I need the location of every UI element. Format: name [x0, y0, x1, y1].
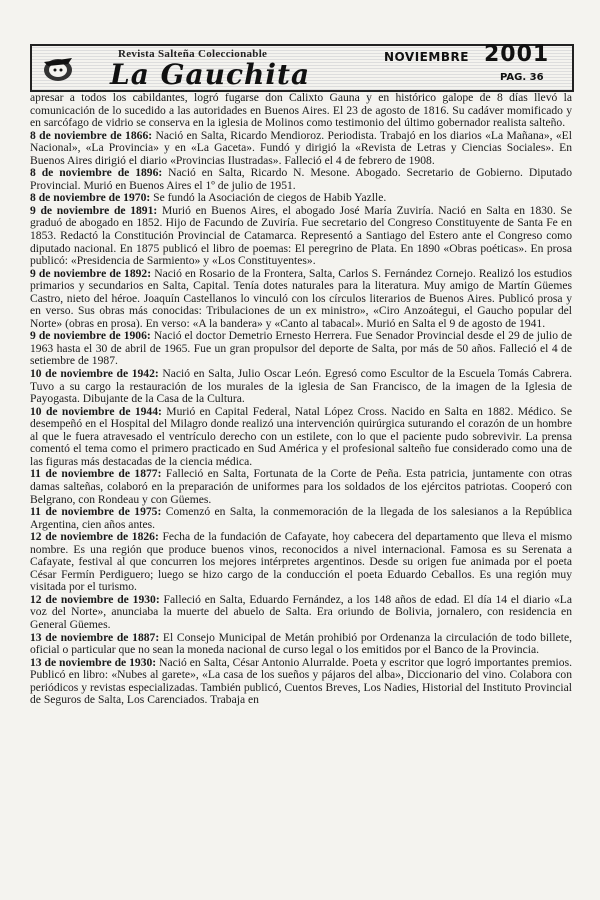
entry-paragraph: [30, 167, 572, 192]
magazine-title: La Gauchita: [110, 58, 311, 91]
entry-text: Se fundó la Asociación de ciegos de Habib Yazlle.: [153, 191, 387, 205]
entry-date: 8 de noviembre de 1970:: [30, 191, 151, 205]
masthead-banner: [30, 44, 574, 92]
entry-date: 9 de noviembre de 1892:: [30, 266, 152, 280]
entry-text: El Consejo Municipal de Metán prohibió por Ordenanza la circulación de todo billete, oficial o particular que no sean la moneda nacional de curso legal o los emitidos por el Banco de la Provincia.: [30, 630, 572, 657]
entry-text: Nació en Salta, Ricardo Mendioroz. Periodista. Trabajó en los diarios «La Mañana», «El Nacional», «La Provincia» y en «La Gaceta». Fundó y dirigió la «Revista de Letras y Ciencias Sociales». En Buenos Aires dirigió el diario «Provincias Ilustradas». Falleció el 4 de febrero de 1908.: [30, 128, 572, 167]
entry-paragraph: [30, 406, 572, 469]
entry-paragraph: [30, 268, 572, 331]
entry-text: Falleció en Salta, Fortunata de la Corte de Peña. Esta patricia, juntamente con otras damas salteñas, colaboró en la preparación de uniformes para los soldados de los ejércitos patriotas. Cooperó con Belgrano, con Rondeau y con Güemes.: [30, 467, 572, 506]
gaucho-logo-icon: [40, 50, 76, 84]
entry-text: Nació en Rosario de la Frontera, Salta, Carlos S. Fernández Cornejo. Realizó los estudios primarios y secundarios en Salta, Capital. Tenía dotes naturales para la literatura. Muy amigo de Martín Güemes Castro, nieto del héroe. Joaquín Castellanos lo vinculó con los círculos literarios de Buenos Aires. Publicó prosa y en verso. Sus obras más conocidas: Tribulaciones de un ex ministro», «Ciro Anzoátegui, el Gaucho popular del Norte» (obras en prosa). En verso: «A la bandera» y «Canto al tabacal». Murió en Salta el 9 de agosto de 1941.: [30, 266, 572, 330]
entry-date: 8 de noviembre de 1866:: [30, 128, 153, 142]
entry-text: Falleció en Salta, Eduardo Fernández, a los 148 años de edad. El día 14 el diario «La voz del Norte», anunciaba la muerte del abuelo de Salta. Era oriundo de Bolivia, jornalero, con residencia en General Güemes.: [30, 592, 572, 631]
entry-text: apresar a todos los cabildantes, logró fugarse don Calixto Gauna y en histórico galope de 8 días llevó la comunicación de lo sucedido a las autoridades en Buenos Aires. El 23 de agosto de 1816. Su cadáver momificado y en sarcófago de vidrio se conserva en la iglesia de Molinos como testimonio del último gobernador realista salteño.: [30, 91, 572, 130]
entry-date: 10 de noviembre de 1942:: [30, 367, 159, 381]
entry-date: 11 de noviembre de 1877:: [30, 467, 162, 481]
page-number: PAG. 36: [500, 72, 544, 83]
entry-date: 8 de noviembre de 1896:: [30, 166, 163, 180]
entry-text: Murió en Buenos Aires, el abogado José María Zuviría. Nació en Salta en 1830. Se graduó de abogado en 1852. Hijo de Facundo de Zuviría. Fue secretario del Congreso Constituyente de Santa Fe en 1853. Redactó la Constitución Provincial de Catamarca. Representó a Santiago del Estero ante el Congreso como diputado nacional. En 1875 publicó el libro de poemas: El peregrino de Plata. En 1890 «Obras poéticas». En prosa publicó: «Presidencia de Sarmiento» y «Los Constituyentes».: [30, 203, 572, 268]
entry-paragraph: [30, 506, 572, 531]
entry-text: Nació en Salta, César Antonio Alurralde. Poeta y escritor que logró importantes premios. Publicó en libro: «Nubes al garete», «La casa de los sueños y pájaros del alba», Diccionario del vino. Colabora con periódicos y revistas especializadas. También publicó, Cuentos Breves, Los Nadies, Historial del Instituto Provincial de Seguros de Salta, Los Carenciados. Trabaja en: [30, 655, 572, 707]
entry-paragraph: [30, 657, 572, 707]
entry-paragraph: [30, 205, 572, 268]
entry-text: Murió en Capital Federal, Natal López Cross. Nacido en Salta en 1882. Médico. Se desempeñó en el Hospital del Milagro donde realizó una intervención quirúrgica suturando el corazón de un hombre al que le fuera atravesado el ventrículo derecho con un estilete, con lo que el paciente pudo sobrevivir. La prensa comentó el tema como el primero practicado en Sud América y el profesional salteño fue considerado como una de las figuras más destacadas de la ciencia médica.: [30, 404, 572, 468]
entry-paragraph: [30, 330, 572, 368]
entry-date: 12 de noviembre de 1826:: [30, 530, 159, 544]
entry-text: Nació en Salta, Ricardo N. Mesone. Abogado. Secretario de Gobierno. Diputado Provincial. Murió en Buenos Aires el 1º de julio de 1951.: [30, 166, 572, 192]
entry-text: Nació el doctor Demetrio Ernesto Herrera. Fue Senador Provincial desde el 29 de julio de 1963 hasta el 30 de abril de 1965. Fue un gran propulsor del deporte de Salta, por más de 50 años. Falleció el 4 de setiembre de 1987.: [30, 329, 572, 368]
entry-text: Nació en Salta, Julio Oscar León. Egresó como Escultor de la Escuela Tomás Cabrera. Tuvo a su cargo la restauración de los murales de la iglesia de San Francisco, de la imagen de la Iglesia de Payogasta. Dibujante de la Casa de la Cultura.: [30, 367, 572, 406]
entry-text: Comenzó en Salta, la conmemoración de la llegada de los salesianos a la República Argentina, cien años antes.: [30, 505, 572, 531]
entry-date: 10 de noviembre de 1944:: [30, 404, 162, 418]
entry-paragraph: [30, 594, 572, 632]
entry-date: 13 de noviembre de 1887:: [30, 630, 160, 644]
entry-paragraph: [30, 368, 572, 406]
entry-paragraph: [30, 130, 572, 168]
magazine-kicker: Revista Salteña Coleccionable: [118, 48, 268, 60]
entry-paragraph: [30, 632, 572, 657]
entry-date: 9 de noviembre de 1891:: [30, 203, 158, 217]
entry-paragraph: [30, 92, 572, 130]
issue-year: 2001: [484, 42, 550, 67]
entry-text: Fecha de la fundación de Cafayate, hoy cabecera del departamento que lleva el mismo nombre. Es una región que produce buenos vinos, reconocidos a nivel internacional. Famosa es su Serenata a Cafayate, festival al que concurren los mejores intérpretes argentinos. Desde su origen fue animada por el poeta César Fermín Perdiguero; luego se hizo cargo de la conducción el poeta Eduardo Ceballos. Es una región muy visitada por el turismo.: [30, 530, 572, 594]
issue-month: NOVIEMBRE: [384, 50, 469, 64]
entry-date: 13 de noviembre de 1930:: [30, 655, 157, 669]
entry-paragraph: [30, 531, 572, 594]
article-body: [30, 92, 572, 707]
entry-date: 9 de noviembre de 1906:: [30, 329, 151, 343]
entry-date: 11 de noviembre de 1975:: [30, 505, 162, 519]
entry-date: 12 de noviembre de 1930:: [30, 592, 160, 606]
entry-paragraph: [30, 468, 572, 506]
